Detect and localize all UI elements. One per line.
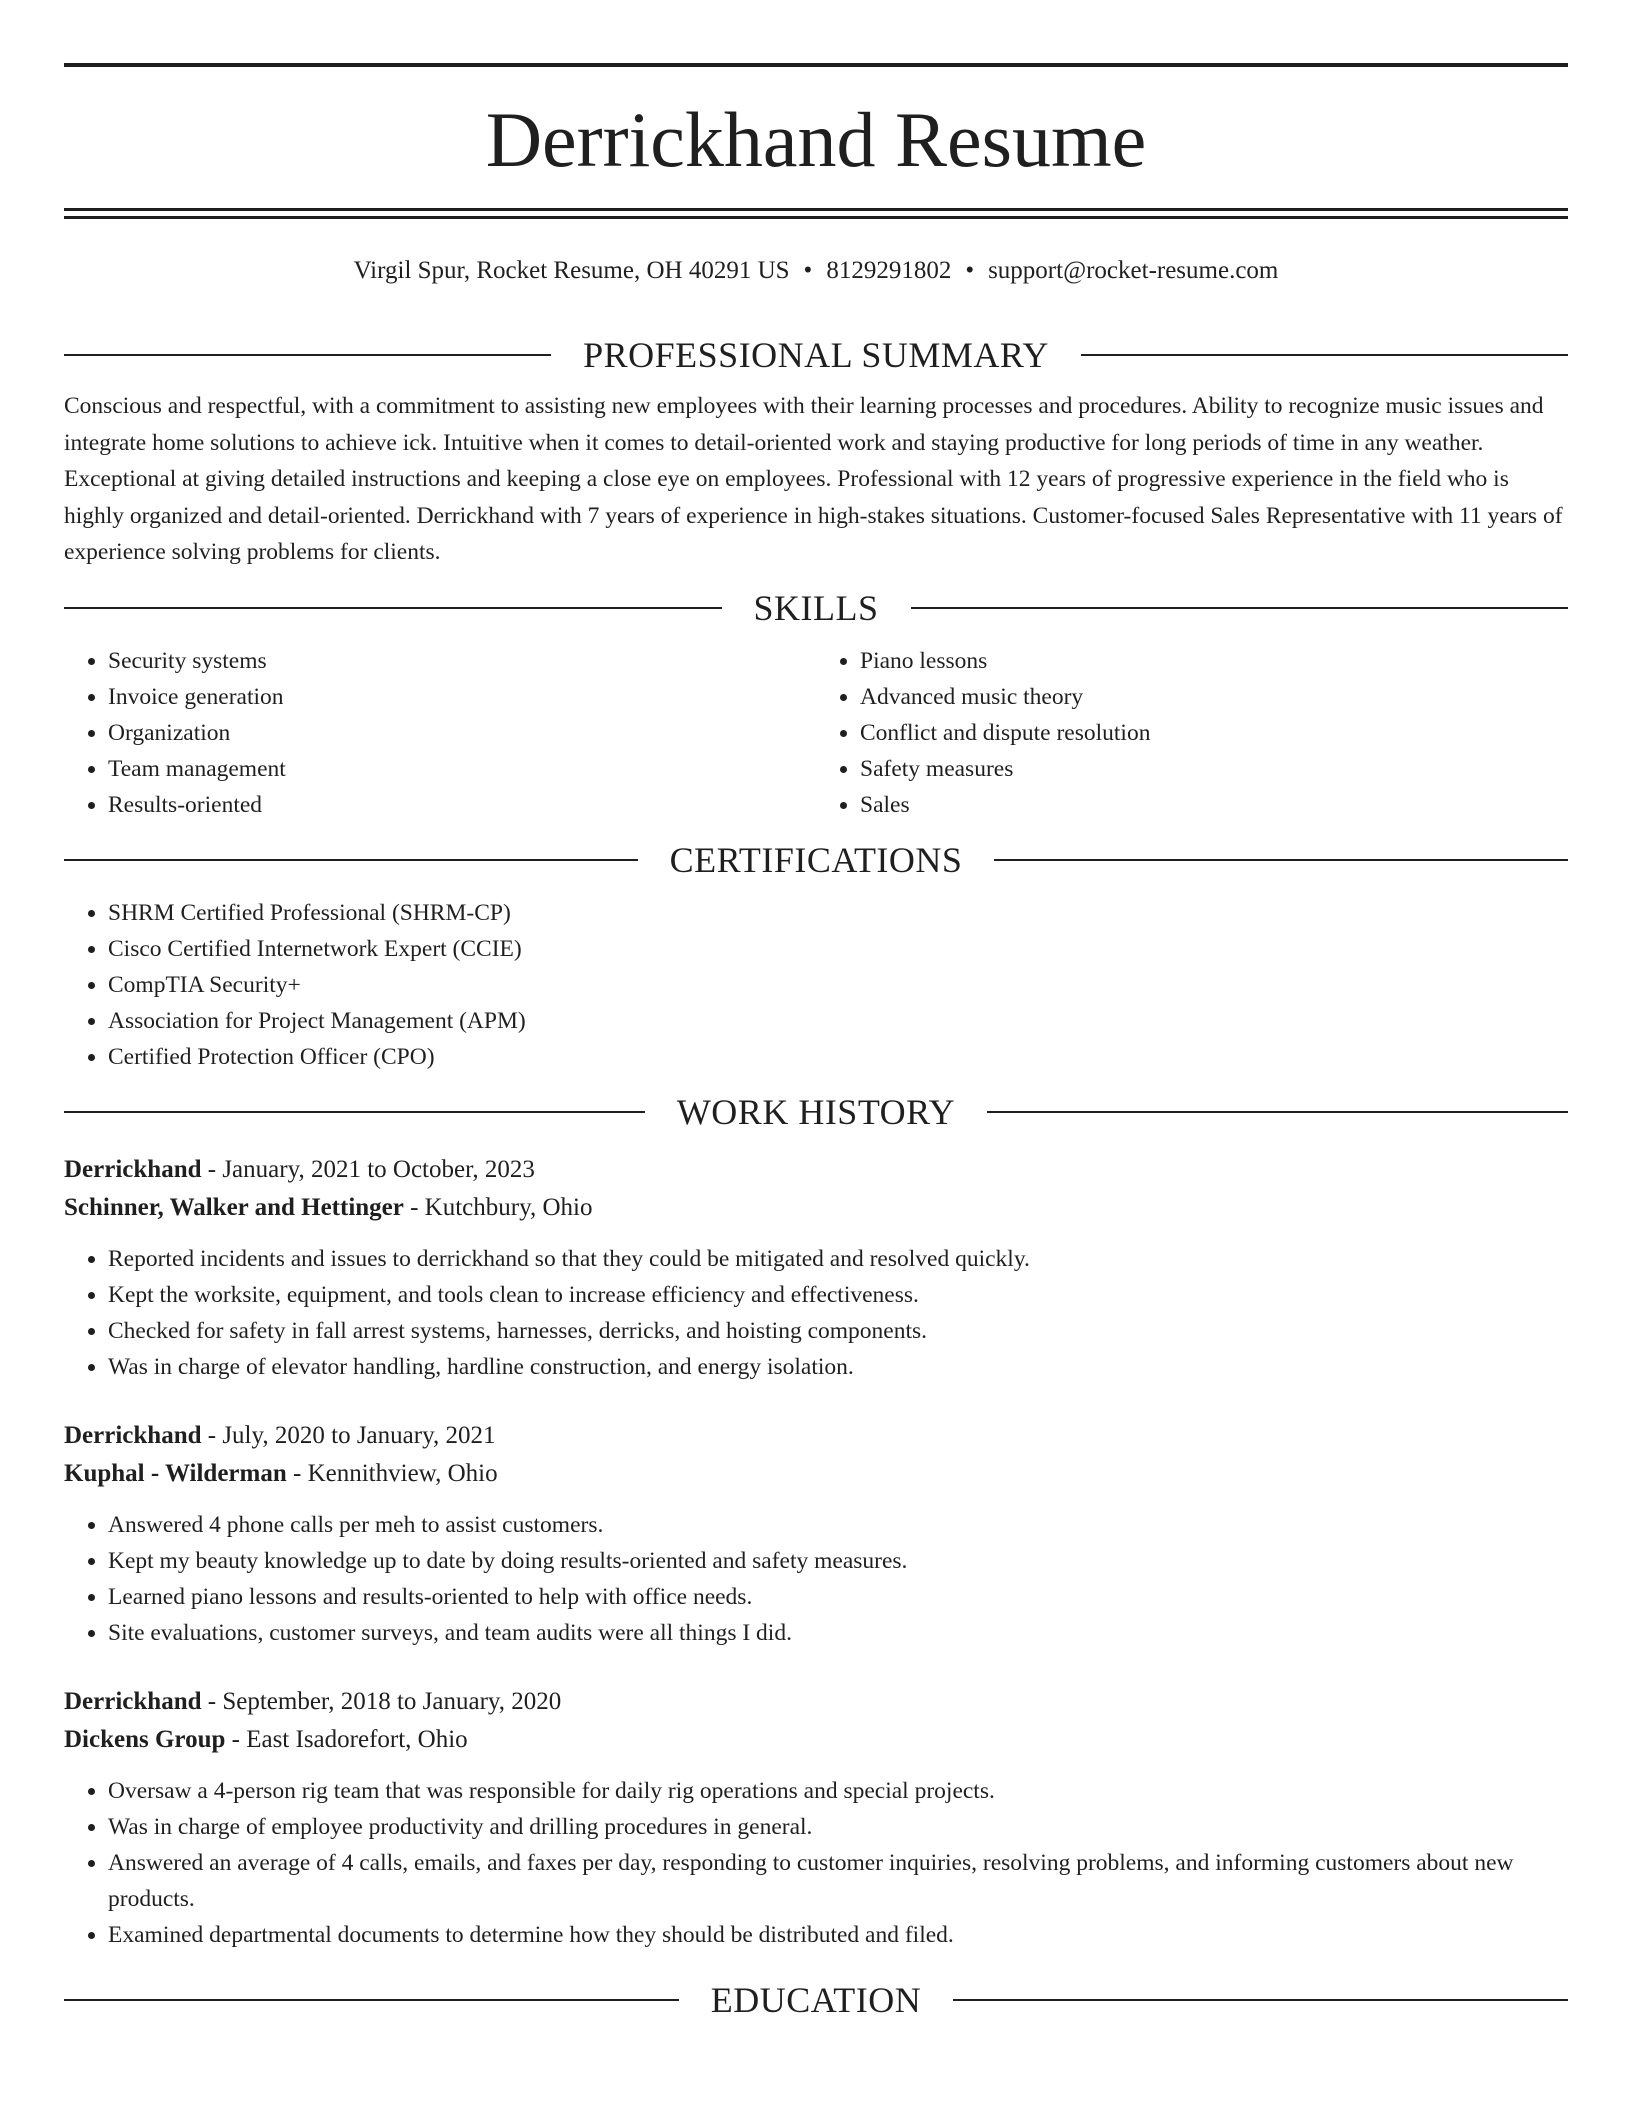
job-dates: - September, 2018 to January, 2020 — [201, 1687, 562, 1715]
job-entry — [64, 1151, 1568, 1385]
job-location: - Kennithview, Ohio — [286, 1459, 498, 1487]
job-bullet: • Was in charge of employee productivity and drilling procedures in general. — [108, 1809, 1568, 1845]
job-title-line — [64, 1683, 1568, 1721]
skills-heading: SKILLS — [753, 587, 879, 628]
skills-column-left — [64, 643, 816, 823]
skill-item: • Invoice generation — [108, 679, 816, 715]
resume-content — [64, 330, 1568, 2025]
job-bullet: • Oversaw a 4-person rig team that was responsible for daily rig operations and special projects. — [108, 1773, 1568, 1809]
job-bullet: • Learned piano lessons and results-oriented to help with office needs. — [108, 1579, 1568, 1615]
job-title-line — [64, 1417, 1568, 1455]
divider — [64, 354, 551, 356]
work-history-heading: WORK HISTORY — [676, 1091, 956, 1132]
job-bullet: • Examined departmental documents to determine how they should be distributed and filed. — [108, 1917, 1568, 1953]
skills-section-header — [64, 583, 1568, 633]
job-bullet: • Kept my beauty knowledge up to date by doing results-oriented and safety measures. — [108, 1543, 1568, 1579]
job-dates: - January, 2021 to October, 2023 — [201, 1155, 535, 1183]
skill-item: • Security systems — [108, 643, 816, 679]
job-company: Dickens Group — [64, 1725, 226, 1753]
title-rule-upper — [64, 208, 1568, 211]
job-company-line — [64, 1721, 1568, 1759]
certification-item: • SHRM Certified Professional (SHRM-CP) — [108, 895, 1568, 931]
top-rule — [64, 63, 1568, 67]
contact-address: Virgil Spur, Rocket Resume, OH 40291 US — [353, 257, 790, 284]
skill-item: • Sales — [860, 787, 1568, 823]
skills-column-right — [816, 643, 1568, 823]
skills-list — [64, 643, 1568, 823]
summary-heading: PROFESSIONAL SUMMARY — [583, 335, 1049, 375]
contact-separator: • — [803, 257, 813, 284]
divider — [64, 1111, 645, 1113]
skill-item: • Piano lessons — [860, 643, 1568, 679]
skill-item: • Team management — [108, 751, 816, 787]
contact-phone: 8129291802 — [826, 257, 952, 284]
job-entry — [64, 1417, 1568, 1651]
work-history-section-header — [64, 1087, 1568, 1137]
job-bullet: • Kept the worksite, equipment, and tools clean to increase efficiency and effectiveness. — [108, 1277, 1568, 1313]
job-bullet: • Was in charge of elevator handling, hardline construction, and energy isolation. — [108, 1349, 1568, 1385]
job-company: Schinner, Walker and Hettinger — [64, 1193, 404, 1221]
divider — [994, 859, 1568, 861]
skill-item: • Organization — [108, 715, 816, 751]
skill-item: • Conflict and dispute resolution — [860, 715, 1568, 751]
education-heading: EDUCATION — [710, 1979, 922, 2020]
job-title: Derrickhand — [64, 1421, 202, 1449]
summary-section-header — [64, 330, 1568, 380]
divider — [987, 1111, 1568, 1113]
certification-item: • Certified Protection Officer (CPO) — [108, 1039, 1568, 1075]
job-bullet: • Reported incidents and issues to derrickhand so that they could be mitigated and resolved quickly. — [108, 1241, 1568, 1277]
certification-item: • CompTIA Security+ — [108, 967, 1568, 1003]
title-rule-lower — [64, 216, 1568, 219]
contact-separator: • — [965, 257, 975, 284]
job-location: - Kutchbury, Ohio — [403, 1193, 593, 1221]
certifications-heading: CERTIFICATIONS — [669, 839, 963, 880]
contact-line — [64, 254, 1568, 288]
skill-item: • Results-oriented — [108, 787, 816, 823]
job-bullet: • Checked for safety in fall arrest systems, harnesses, derricks, and hoisting components. — [108, 1313, 1568, 1349]
contact-email: support@rocket-resume.com — [988, 257, 1279, 284]
job-title: Derrickhand — [64, 1155, 202, 1183]
job-dates: - July, 2020 to January, 2021 — [201, 1421, 496, 1449]
certification-item: • Cisco Certified Internetwork Expert (CCIE) — [108, 931, 1568, 967]
job-bullet: • Answered 4 phone calls per meh to assist customers. — [108, 1507, 1568, 1543]
skill-item: • Advanced music theory — [860, 679, 1568, 715]
job-company: Kuphal - Wilderman — [64, 1459, 287, 1487]
job-company-line — [64, 1455, 1568, 1493]
divider — [64, 607, 722, 609]
job-bullet: • Site evaluations, customer surveys, and team audits were all things I did. — [108, 1615, 1568, 1651]
divider — [953, 1999, 1568, 2001]
divider — [1081, 354, 1568, 356]
job-title: Derrickhand — [64, 1687, 202, 1715]
job-company-line — [64, 1189, 1568, 1227]
job-entry — [64, 1683, 1568, 1953]
job-location: - East Isadorefort, Ohio — [225, 1725, 468, 1753]
divider — [64, 859, 638, 861]
page-title: Derrickhand Resume — [485, 96, 1147, 183]
job-bullet: • Answered an average of 4 calls, emails, and faxes per day, responding to customer inquiries, resolving problems, and informing customers about new products. — [108, 1845, 1568, 1917]
certifications-section-header — [64, 835, 1568, 885]
skill-item: • Safety measures — [860, 751, 1568, 787]
job-title-line — [64, 1151, 1568, 1189]
certifications-list — [64, 895, 1568, 1075]
divider — [64, 1999, 679, 2001]
certification-item: • Association for Project Management (APM) — [108, 1003, 1568, 1039]
divider — [911, 607, 1569, 609]
summary-text: Conscious and respectful, with a commitment to assisting new employees with their learning processes and procedures. Ability to recognize music issues and integrate home solutions to achieve ick. Intuitive when it comes to detail-oriented work and staying productive for long periods of time in any weather. Exceptional at giving detailed instructions and keeping a close eye on employees. Professional with 12 years of progressive experience in the field who is highly organized and detail-oriented. Derrickhand with 7 years of experience in high-stakes situations. Customer-focused Sales Representative with 11 years of experience solving problems for clients. — [64, 393, 1563, 565]
education-section-header — [64, 1975, 1568, 2025]
